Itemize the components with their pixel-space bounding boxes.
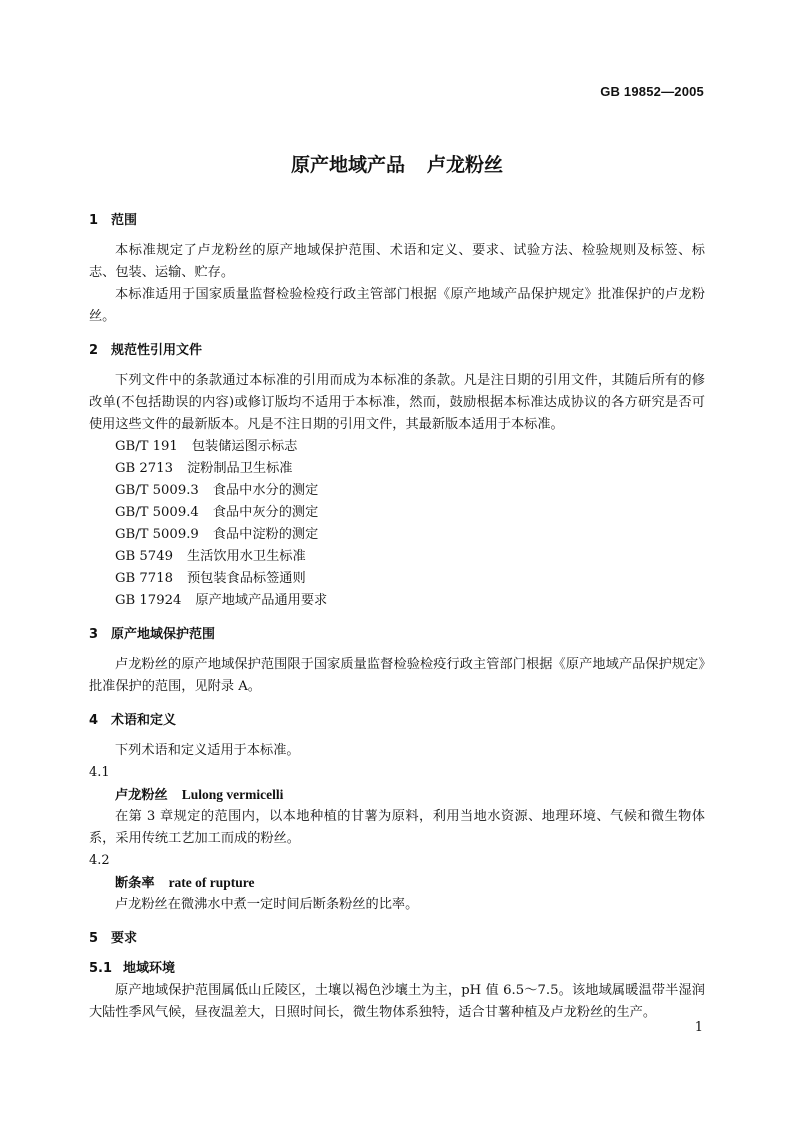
paragraph: 原产地域保护范围属低山丘陵区，土壤以褐色沙壤土为主，pH 值 6.5～7.5。该地域属暖温带半湿润大陆性季风气候，昼夜温差大，日照时间长，微生物体系独特，适合甘薯种植及卢龙粉丝的生产。: [89, 983, 705, 1020]
term-chinese: 断条率: [115, 876, 155, 891]
document-body: [89, 210, 705, 1024]
subsection-title: 地域环境: [123, 961, 176, 976]
section-number: 3: [89, 627, 99, 642]
reference-title: 食品中灰分的测定: [212, 505, 319, 520]
term-entry: [89, 784, 705, 806]
reference-item: [89, 480, 705, 502]
reference-item: [89, 568, 705, 590]
paragraph: 本标准适用于国家质量监督检验检疫行政主管部门根据《原产地域产品保护规定》批准保护的卢龙粉丝。: [89, 287, 705, 324]
subsection-5-1-heading: [89, 958, 705, 980]
paragraph: 本标准规定了卢龙粉丝的原产地域保护范围、术语和定义、要求、试验方法、检验规则及标签、标志、包装、运输、贮存。: [89, 243, 705, 280]
reference-code: GB 17924: [115, 593, 182, 608]
section-number: 2: [89, 343, 99, 358]
section-3-heading: [89, 624, 705, 646]
paragraph: 卢龙粉丝的原产地域保护范围限于国家质量监督检验检疫行政主管部门根据《原产地域产品保护规定》批准保护的范围，见附录 A。: [89, 657, 705, 694]
reference-code: GB/T 191: [115, 439, 178, 454]
term-number: 4.2: [89, 853, 110, 868]
standard-number: GB 19852—2005: [600, 84, 704, 99]
subsection-number: 5.1: [89, 961, 113, 976]
section-title: 原产地域保护范围: [111, 627, 216, 642]
reference-code: GB/T 5009.9: [115, 527, 199, 542]
term-entry: [89, 872, 705, 894]
term-english: rate of rupture: [168, 875, 255, 890]
term-number: 4.1: [89, 765, 110, 780]
section-title: 范围: [111, 213, 138, 228]
term-definition: 在第 3 章规定的范围内，以本地种植的甘薯为原料，利用当地水资源、地理环境、气候和微生物体系，采用传统工艺加工而成的粉丝。: [89, 809, 705, 846]
document-title: [0, 150, 794, 177]
section-title: 术语和定义: [111, 713, 177, 728]
reference-title: 生活饮用水卫生标准: [186, 549, 306, 564]
reference-item: [89, 436, 705, 458]
reference-title: 淀粉制品卫生标准: [186, 461, 293, 476]
title-part2: 卢龙粉丝: [427, 154, 504, 176]
title-part1: 原产地域产品: [290, 154, 405, 176]
section-1-heading: [89, 210, 705, 232]
reference-title: 原产地域产品通用要求: [195, 593, 328, 608]
reference-title: 食品中淀粉的测定: [212, 527, 319, 542]
reference-item: [89, 590, 705, 612]
reference-code: GB 5749: [115, 549, 173, 564]
reference-item: [89, 458, 705, 480]
reference-title: 食品中水分的测定: [212, 483, 319, 498]
section-number: 1: [89, 213, 99, 228]
section-2-heading: [89, 340, 705, 362]
section-title: 规范性引用文件: [111, 343, 203, 358]
paragraph: 下列术语和定义适用于本标准。: [115, 743, 300, 758]
reference-item: [89, 502, 705, 524]
reference-code: GB 7718: [115, 571, 173, 586]
term-english: Lulong vermicelli: [181, 787, 284, 802]
reference-code: GB 2713: [115, 461, 173, 476]
section-number: 4: [89, 713, 99, 728]
reference-code: GB/T 5009.4: [115, 505, 199, 520]
paragraph: 下列文件中的条款通过本标准的引用而成为本标准的条款。凡是注日期的引用文件，其随后所有的修改单(不包括勘误的内容)或修订版均不适用于本标准，然而，鼓励根据本标准达成协议的各方研究是否可使用这些文件的最新版本。凡是不注日期的引用文件，其最新版本适用于本标准。: [89, 373, 705, 432]
reference-title: 包装储运图示标志: [191, 439, 298, 454]
reference-item: [89, 546, 705, 568]
reference-title: 预包装食品标签通则: [186, 571, 306, 586]
section-5-heading: [89, 928, 705, 950]
reference-item: [89, 524, 705, 546]
section-4-heading: [89, 710, 705, 732]
section-title: 要求: [111, 931, 138, 946]
section-number: 5: [89, 931, 99, 946]
reference-code: GB/T 5009.3: [115, 483, 199, 498]
page-number: 1: [694, 1020, 703, 1035]
term-chinese: 卢龙粉丝: [115, 788, 168, 803]
term-definition: 卢龙粉丝在微沸水中煮一定时间后断条粉丝的比率。: [115, 897, 419, 912]
